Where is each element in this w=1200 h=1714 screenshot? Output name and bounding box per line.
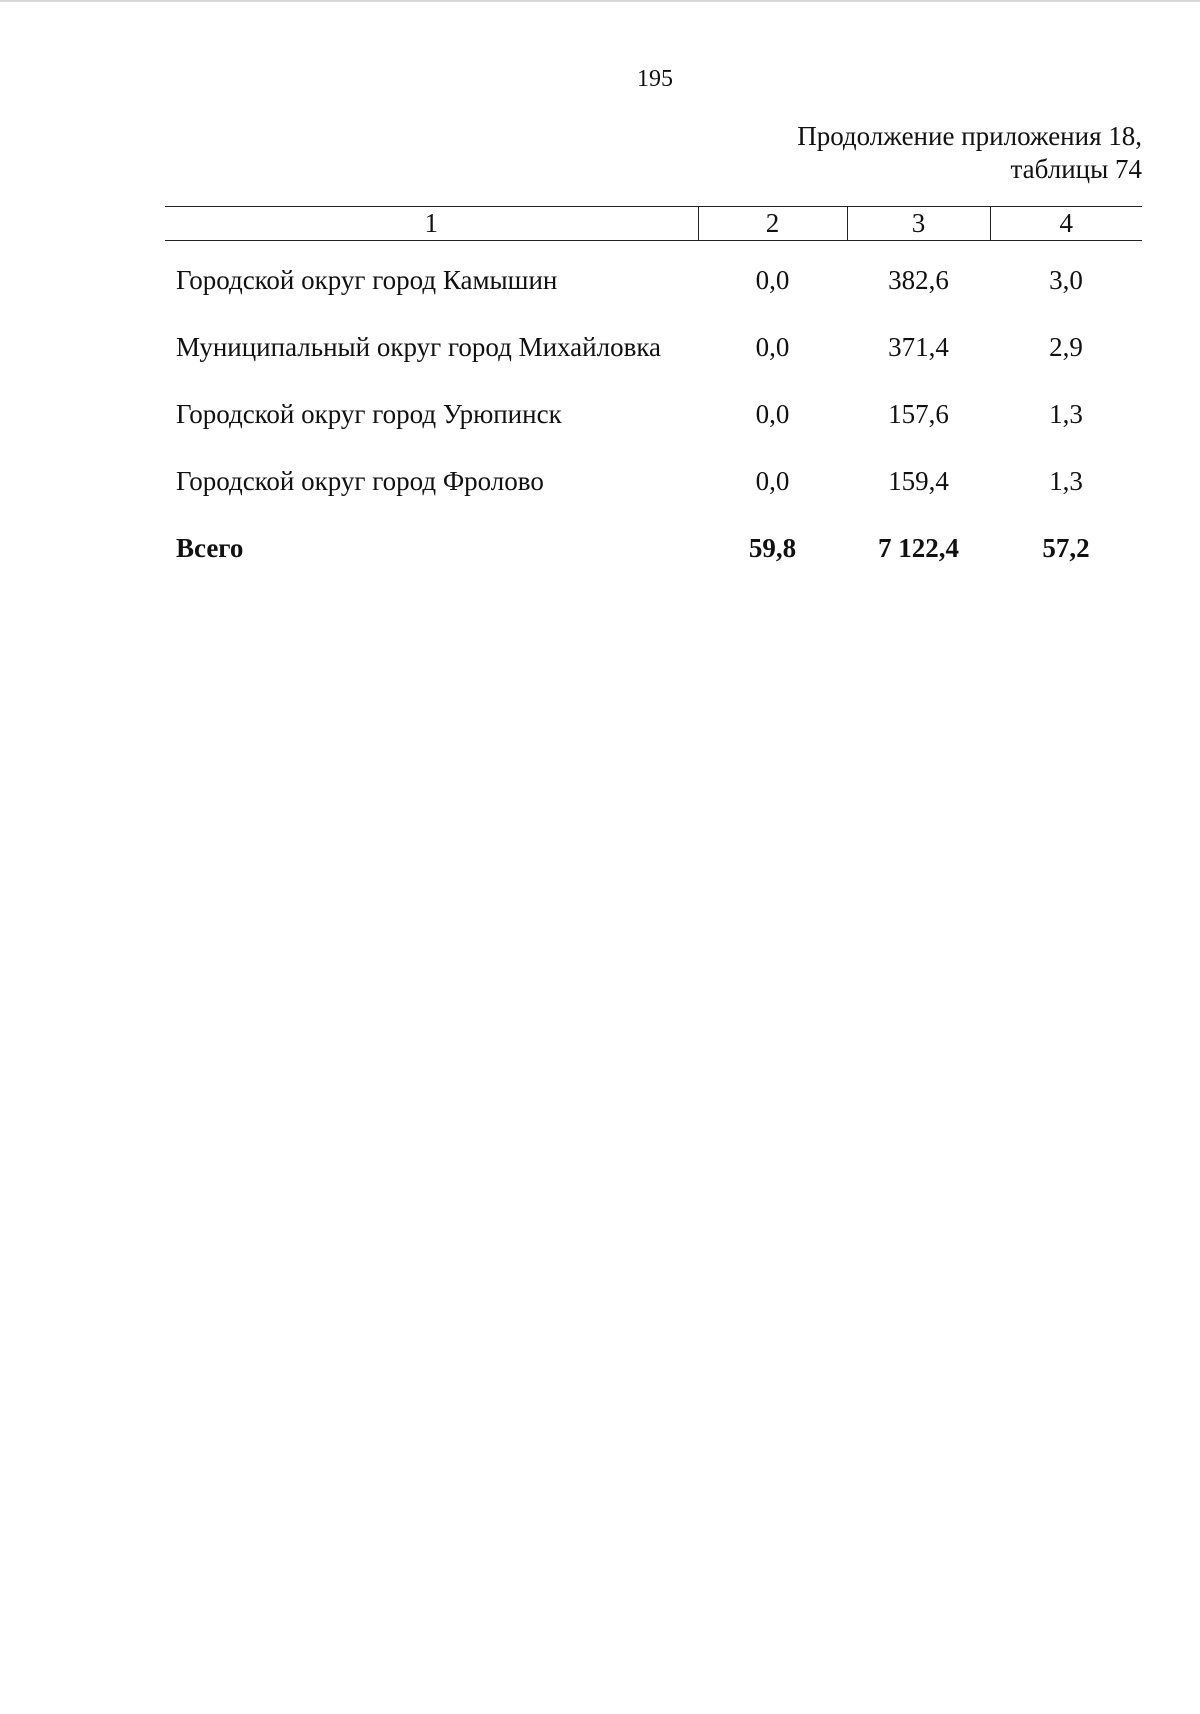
table-row	[165, 430, 1142, 497]
row-value-col2: 0,0	[755, 466, 790, 496]
row-name: Муниципальный округ город Михайловка	[176, 332, 662, 362]
row-value-col2: 0,0	[755, 265, 790, 295]
row-name: Городской округ город Урюпинск	[176, 399, 562, 429]
column-header-2: 2	[698, 207, 847, 241]
table-row	[165, 296, 1142, 363]
total-row	[165, 497, 1142, 564]
total-value-col4: 57,2	[1042, 533, 1090, 563]
scan-edge	[0, 0, 1200, 2]
row-value-col2: 0,0	[755, 399, 790, 429]
row-name: Городской округ город Фролово	[176, 466, 544, 496]
row-value-col4: 3,0	[1049, 265, 1083, 295]
table-row	[165, 241, 1142, 297]
column-header-1: 1	[165, 207, 698, 241]
row-value-col2: 0,0	[755, 332, 790, 362]
continuation-line-2: таблицы 74	[1010, 154, 1142, 184]
row-value-col3: 371,4	[888, 332, 949, 362]
table-body	[165, 241, 1142, 565]
row-value-col3: 382,6	[888, 265, 949, 295]
total-value-col2: 59,8	[748, 533, 797, 563]
row-value-col4: 1,3	[1049, 466, 1083, 496]
data-table	[165, 206, 1142, 564]
row-value-col3: 159,4	[888, 466, 949, 496]
header-row	[165, 207, 1142, 241]
table-header	[165, 207, 1142, 241]
row-value-col4: 2,9	[1049, 332, 1083, 362]
table-row	[165, 363, 1142, 430]
column-header-4: 4	[990, 207, 1142, 241]
total-label: Всего	[176, 533, 244, 563]
row-value-col4: 1,3	[1049, 399, 1083, 429]
continuation-line-1: Продолжение приложения 18,	[797, 121, 1142, 151]
page-number: 195	[637, 66, 673, 92]
continuation-note	[797, 120, 1142, 186]
total-value-col3: 7 122,4	[878, 533, 959, 563]
row-value-col3: 157,6	[888, 399, 949, 429]
column-header-3: 3	[847, 207, 990, 241]
row-name: Городской округ город Камышин	[176, 265, 558, 295]
